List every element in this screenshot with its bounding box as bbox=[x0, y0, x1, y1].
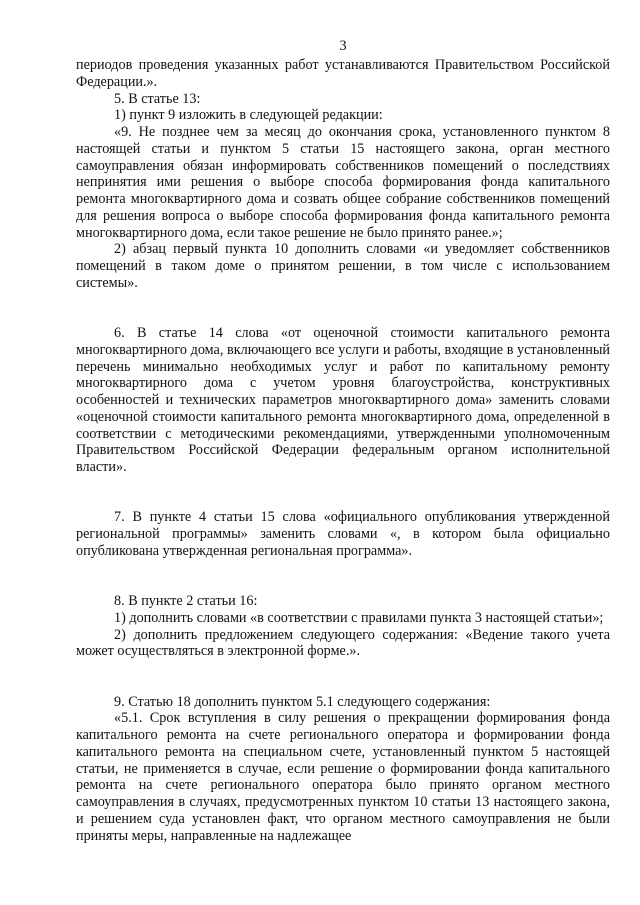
paragraph-item-5-1-quote: «9. Не позднее чем за месяц до окончания срока, установленного пунктом 8 настоящей статьи и пунктом 5 статьи 15 настоящего закона, орган местного самоуправления обязан информировать собственников помещений о последствиях непринятия ими решения о выборе способа формирования фонда капитального ремонта многоквартирного дома и созвать общее собрание собственников помещений для решения вопроса о выборе способа формирования фонда капитального ремонта многоквартирного дома, если такое решение не было принято ранее.»; bbox=[76, 124, 610, 241]
paragraph-item-8-1: 1) дополнить словами «в соответствии с правилами пункта 3 настоящей статьи»; bbox=[114, 609, 604, 626]
paragraph-item-8-heading: 8. В пункте 2 статьи 16: bbox=[114, 593, 258, 609]
paragraph-item-7: 7. В пункте 4 статьи 15 слова «официального опубликования утвержденной региональной программы» заменить словами «, в котором была официально опубликована утвержденная региональная программа». bbox=[76, 509, 610, 559]
paragraph-spacer bbox=[76, 660, 610, 694]
paragraph-item-5-1: 1) пункт 9 изложить в следующей редакции: bbox=[114, 107, 383, 124]
paragraph-spacer bbox=[76, 476, 610, 510]
paragraph-item-5-2: 2) абзац первый пункта 10 дополнить словами «и уведомляет собственников помещений в таком доме о принятом решении, в том числе с использованием системы». bbox=[76, 241, 610, 291]
paragraph-item-9-heading: 9. Статью 18 дополнить пунктом 5.1 следующего содержания: bbox=[114, 693, 491, 710]
page-number: 3 bbox=[339, 38, 347, 54]
paragraph-spacer bbox=[76, 560, 610, 594]
paragraph-spacer bbox=[76, 292, 610, 326]
paragraph-item-8-2: 2) дополнить предложением следующего содержания: «Ведение такого учета может осуществляться в электронной форме.». bbox=[76, 626, 610, 660]
paragraph-item-6: 6. В статье 14 слова «от оценочной стоимости капитального ремонта многоквартирного дома, включающего все услуги и работы, входящие в установленный перечень минимально необходимых услуг и работ по капитальному ремонту многоквартирного дома с учетом уровня благоустройства, конструктивных особенностей и технических параметров многоквартирного дома» заменить словами «оценочной стоимости капитального ремонта многоквартирного дома, определенной в соответствии с методическими рекомендациями, утвержденными уполномоченным Правительством Российской Федерации федеральным органом исполнительной власти». bbox=[76, 325, 610, 475]
paragraph-item-9-quote: «5.1. Срок вступления в силу решения о прекращении формирования фонда капитального ремонта на счете регионального оператора и формировании фонда капитального ремонта на специальном счете, установленный пунктом 5 настоящей статьи, не применяется в случае, если решение о формировании фонда капитального ремонта на счете регионального оператора было принято органом местного самоуправления в случаях, предусмотренных пунктом 10 статьи 13 настоящего закона, и решением суда установлен факт, что органом местного самоуправления не были приняты меры, направленные на надлежащее bbox=[76, 710, 610, 844]
paragraph-continuation: периодов проведения указанных работ устанавливаются Правительством Российской Федерации.». bbox=[76, 57, 610, 90]
document-page bbox=[76, 38, 610, 844]
paragraph-item-5-heading: 5. В статье 13: bbox=[114, 90, 201, 107]
